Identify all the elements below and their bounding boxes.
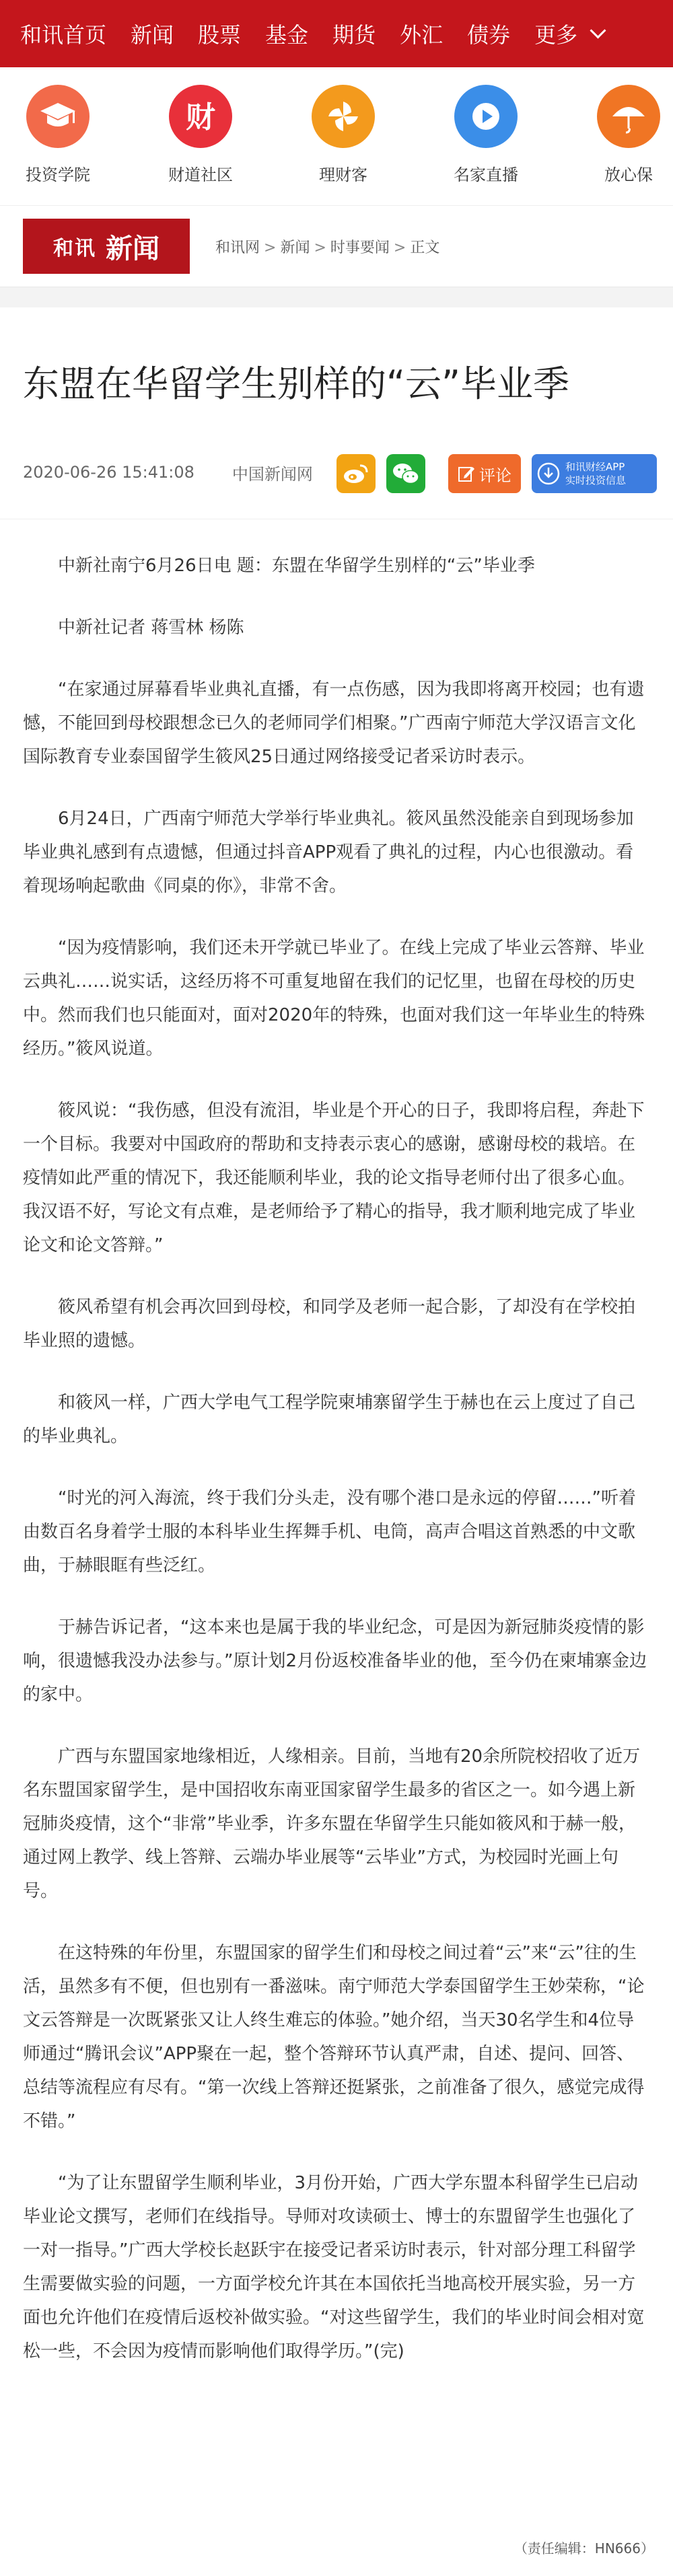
nav-more[interactable] (534, 18, 604, 49)
nav-futures[interactable]: 期货 (332, 22, 376, 48)
article-paragraph: “为了让东盟留学生顺利毕业，3月份开始，广西大学东盟本科留学生已启动毕业论文撰写，老师们在线指导。导师对攻读硕士、博士的东盟留学生也强化了一对一指导。”广西大学校长赵跃宇在接受记者采访时表示，针对部分理工科留学生需要做实验的问题，一方面学校允许其在本国依托当地高校开展实验，另一方面也允许他们在疫情后返校补做实验。“对这些留学生，我们的毕业时间会相对宽松一些，不会因为疫情而影响他们取得学历。”(完) (23, 2173, 645, 2361)
quick-link-label: 理财客 (319, 165, 367, 184)
article-paragraph: 于赫告诉记者，“这本来也是属于我的毕业纪念，可是因为新冠肺炎疫情的影响，很遗憾我没办法参与。”原计划2月份返校准备毕业的他，至今仍在柬埔寨金边的家中。 (23, 1617, 647, 1705)
breadcrumb-separator: > (314, 239, 326, 256)
cai-icon (169, 85, 232, 148)
nav-funds[interactable]: 基金 (265, 22, 309, 48)
quick-link-label: 财道社区 (168, 165, 233, 184)
article-paragraph: 中新社记者 蒋雪林 杨陈 (58, 618, 244, 638)
quick-link-live[interactable] (425, 85, 546, 185)
pinwheel-icon (312, 85, 375, 148)
breadcrumb (215, 236, 439, 257)
quick-links-bar (0, 67, 673, 206)
article-source[interactable]: 中国新闻网 (232, 464, 313, 484)
breadcrumb-current: 正文 (410, 239, 440, 256)
article-paragraph: 和筱风一样，广西大学电气工程学院柬埔寨留学生于赫也在云上度过了自己的毕业典礼。 (23, 1393, 636, 1446)
section-divider (0, 287, 673, 307)
article-paragraph: “因为疫情影响，我们还未开学就已毕业了。在线上完成了毕业云答辩、毕业云典礼……说实话，这经历将不可重复地留在我们的记忆里，也留在母校的历史中。然而我们也只能面对，面对2020年的特殊，也面对我们这一年毕业生的特殊经历。”筱风说道。 (23, 938, 645, 1059)
publish-time: 2020-06-26 15:41:08 (23, 463, 194, 482)
svg-text:财: 财 (186, 100, 215, 135)
play-icon (454, 85, 518, 148)
quick-link-label: 放心保 (604, 165, 653, 184)
app-promo-line1: 和讯财经APP (565, 461, 625, 473)
article-paragraph: 6月24日，广西南宁师范大学举行毕业典礼。筱风虽然没能亲自到现场参加毕业典礼感到有点遗憾，但通过抖音APP观看了典礼的过程，内心也很激动。看着现场响起歌曲《同桌的你》，非常不舍。 (23, 809, 634, 896)
article-paragraph: “在家通过屏幕看毕业典礼直播，有一点伤感，因为我即将离开校园；也有遗憾，不能回到母校跟想念已久的老师同学们相聚。”广西南宁师范大学汉语言文化国际教育专业泰国留学生筱风25日通过网络接受记者采访时表示。 (23, 679, 645, 767)
article-paragraph: “时光的河入海流，终于我们分头走，没有哪个港口是永远的停留……”听着由数百名身着学士服的本科毕业生挥舞手机、电筒，高声合唱这首熟悉的中文歌曲，于赫眼眶有些泛红。 (23, 1488, 636, 1576)
logo-text: 和讯 (53, 237, 96, 260)
breadcrumb-news[interactable]: 新闻 (280, 239, 310, 256)
chevron-down-icon (590, 22, 606, 38)
comment-button[interactable] (448, 454, 521, 493)
quick-link-invest-school[interactable] (0, 85, 118, 185)
article-title: 东盟在华留学生别样的“云”毕业季 (23, 363, 569, 405)
responsible-editor: （责任编辑：HN666） (513, 2540, 654, 2556)
edit-icon (458, 465, 475, 482)
download-icon (537, 462, 560, 485)
article-paragraph: 中新社南宁6月26日电 题：东盟在华留学生别样的“云”毕业季 (58, 556, 535, 576)
weibo-share-icon[interactable] (336, 454, 376, 493)
nav-home[interactable]: 和讯首页 (20, 22, 107, 48)
comment-label: 评论 (479, 466, 511, 485)
umbrella-icon (597, 85, 660, 148)
breadcrumb-separator: > (393, 239, 406, 256)
nav-stocks[interactable]: 股票 (198, 22, 242, 48)
hexun-news-logo[interactable] (23, 219, 190, 274)
quick-link-label: 名家直播 (454, 165, 518, 184)
graduation-cap-icon (26, 85, 90, 148)
quick-link-community[interactable] (140, 85, 261, 185)
top-nav (0, 0, 673, 67)
quick-link-label: 投资学院 (26, 165, 90, 184)
nav-news[interactable]: 新闻 (131, 22, 174, 48)
brand-bar (0, 206, 673, 287)
nav-forex[interactable]: 外汇 (400, 22, 444, 48)
app-promo-line2: 实时投资信息 (565, 474, 627, 486)
article-paragraph: 筱风说：“我伤感，但没有流泪，毕业是个开心的日子，我即将启程，奔赴下一个目标。我要对中国政府的帮助和支持表示衷心的感谢，感谢母校的栽培。在疫情如此严重的情况下，我还能顺利毕业，我的论文指导老师付出了很多心血。我汉语不好，写论文有点难，是老师给予了精心的指导，我才顺利地完成了毕业论文和论文答辩。” (23, 1101, 645, 1255)
article-paragraph: 广西与东盟国家地缘相近，人缘相亲。目前，当地有20余所院校招收了近万名东盟国家留学生，是中国招收东南亚国家留学生最多的省区之一。如今遇上新冠肺炎疫情，这个“非常”毕业季，许多东盟在华留学生只能如筱风和于赫一般，通过网上教学、线上答辩、云端办毕业展等“云毕业”方式，为校园时光画上句号。 (23, 1746, 641, 1901)
article-body (0, 549, 673, 2368)
article-paragraph: 在这特殊的年份里，东盟国家的留学生们和母校之间过着“云”来“云”往的生活，虽然多有不便，但也别有一番滋味。南宁师范大学泰国留学生王妙荣称，“论文云答辩是一次既紧张又让人终生难忘的体验。”她介绍，当天30名学生和4位导师通过“腾讯会议”APP聚在一起，整个答辩环节认真严肃，自述、提问、回答、总结等流程应有尽有。“第一次线上答辩还挺紧张，之前准备了很久，感觉完成得不错。” (23, 1943, 645, 2131)
download-app-button[interactable] (532, 454, 657, 493)
quick-link-wealth[interactable] (283, 85, 404, 185)
nav-bonds[interactable]: 债券 (467, 22, 511, 48)
wechat-share-icon[interactable] (386, 454, 425, 493)
nav-more-label: 更多 (534, 22, 578, 48)
app-promo-text (565, 460, 626, 487)
quick-link-insurance[interactable] (568, 85, 673, 185)
breadcrumb-top-news[interactable]: 时事要闻 (330, 239, 390, 256)
breadcrumb-separator: > (264, 239, 277, 256)
article-paragraph: 筱风希望有机会再次回到母校，和同学及老师一起合影，了却没有在学校拍毕业照的遗憾。 (23, 1297, 636, 1351)
logo-sub: 新闻 (106, 232, 160, 264)
breadcrumb-hexun[interactable]: 和讯网 (215, 239, 260, 256)
article-meta (0, 449, 673, 496)
